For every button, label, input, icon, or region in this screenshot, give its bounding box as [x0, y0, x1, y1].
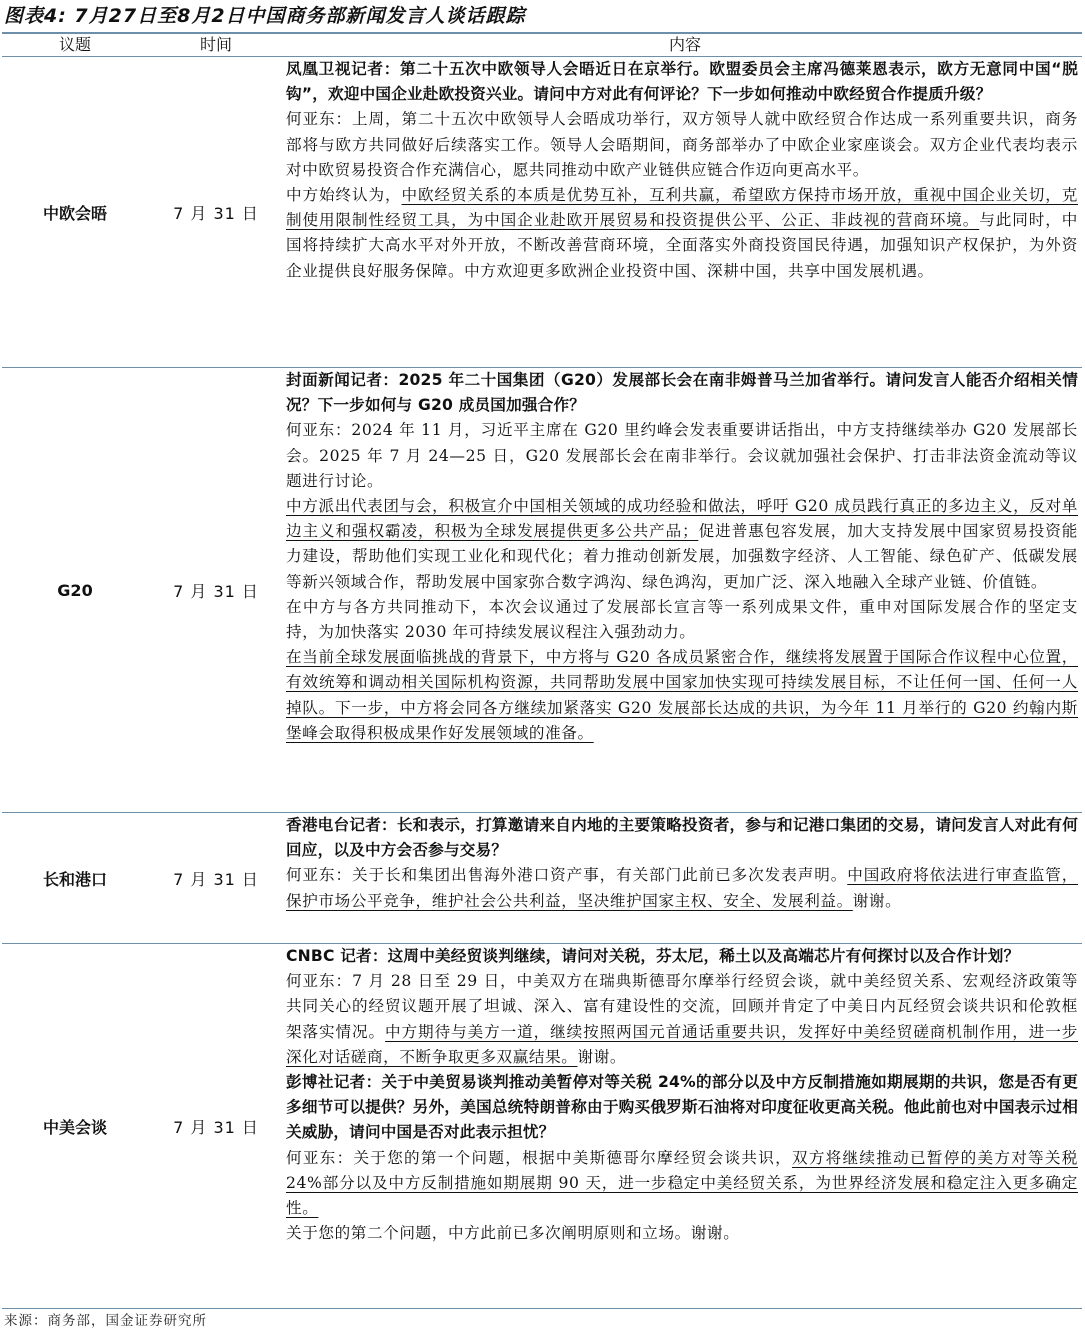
spokesperson-answer: 何亚东：关于长和集团出售海外港口资产事，有关部门此前已多次发表声明。 [286, 866, 848, 885]
date-cell: 7 月 31 日 [173, 581, 259, 601]
spokesperson-answer: 何亚东：上周，第二十五次中欧领导人会晤成功举行，双方领导人就中欧经贸合作达成一系列重要共识，商务部将与欧方共同做好后续落实工作。领导人会晤期间，商务部举办了中欧企业家座谈会。双方企业代表均表示对中欧贸易投资合作充满信心，愿共同推动中欧产业链供应链合作迈向更高水平。 [286, 110, 1078, 179]
source-note: 来源：商务部，国金证券研究所 [4, 1313, 207, 1329]
statement-table [2, 32, 1082, 1309]
underlined-emphasis: 中国政府将依法进行审查监管，保护市场公平竞争，维护社会公共利益，坚决维护国家主权、安全、发展利益。 [286, 866, 1078, 910]
figure-title: 图表4: 7月27日至8月2日中国商务部新闻发言人谈话跟踪 [4, 5, 526, 27]
underlined-emphasis: 中欧经贸关系的本质是优势互补，互利共赢，希望欧方保持市场开放，重视中国企业关切，克制使用限制性经贸工具，为中国企业赴欧开展贸易和投资提供公平、公正、非歧视的营商环境。 [286, 186, 1078, 230]
content-paragraph [286, 183, 1078, 284]
spokesperson-answer: 在中方与各方共同推动下，本次会议通过了发展部长宣言等一系列成果文件，重申对国际发展合作的坚定支持，为加快落实 2030 年可持续发展议程注入强劲动力。 [286, 597, 1078, 642]
spokesperson-answer: 何亚东：7 月 28 日至 29 日，中美双方在瑞典斯德哥尔摩举行经贸会谈，就中美经贸关系、宏观经济政策等共同关心的经贸议题开展了坦诚、深入、富有建设性的交流，回顾并肯定了中美日内瓦经贸会谈共识和伦敦框架落实情况。 [286, 972, 1078, 1041]
spokesperson-answer: 促进普惠包容发展，加大支持发展中国家贸易投资能力建设，帮助他们实现工业化和现代化；着力推动创新发展，加强数字经济、人工智能、绿色矿产、低碳发展等新兴领域合作，帮助发展中国家弥合数字鸿沟、绿色鸿沟，更加广泛、深入地融入全球产业链、价值链。 [286, 522, 1078, 591]
content-paragraph [286, 595, 1078, 645]
reporter-question: CNBC 记者：这周中美经贸谈判继续，请问对关税，芬太尼，稀土以及高端芯片有何探讨以及合作计划？ [286, 947, 1020, 965]
table-row [2, 813, 1082, 944]
content-paragraph [286, 944, 1078, 969]
spokesperson-answer: 与此同时，中国将持续扩大高水平对外开放，不断改善营商环境，全面落实外商投资国民待遇，加强知识产权保护，为外资企业提供良好服务保障。中方欢迎更多欧洲企业投资中国、深耕中国，共享中国发展机遇。 [286, 211, 1078, 280]
spokesperson-answer: 何亚东：关于您的第一个问题，根据中美斯德哥尔摩经贸会谈共识， [286, 1148, 792, 1167]
content-paragraph [286, 863, 1078, 913]
header-topic: 议题 [58, 35, 91, 54]
topic-cell: G20 [57, 580, 93, 600]
reporter-question: 香港电台记者：长和表示，打算邀请来自内地的主要策略投资者，参与和记港口集团的交易，请问发言人对此有何回应，以及中方会否参与交易？ [286, 816, 1078, 860]
table-row [2, 57, 1082, 368]
content-paragraph [286, 494, 1078, 595]
content-paragraph [286, 107, 1078, 183]
spokesperson-answer: 谢谢。 [852, 891, 902, 910]
content-cell [284, 813, 1082, 943]
spokesperson-answer: 关于您的第二个问题，中方此前已多次阐明原则和立场。谢谢。 [286, 1224, 740, 1243]
spokesperson-answer: 何亚东：2024 年 11 月，习近平主席在 G20 里约峰会发表重要讲话指出，中方支持继续举办 G20 发展部长会。2025 年 7 月 24—25 日，G20 发展部长会在南非举行。会议就加强社会保护、打击非法资金流动等议题进行讨论。 [286, 421, 1078, 490]
content-paragraph [286, 813, 1078, 863]
content-cell [284, 57, 1082, 367]
underlined-emphasis: 中方期待与美方一道，继续按照两国元首通话重要共识，发挥好中美经贸磋商机制作用，进一步深化对话磋商，不断争取更多双赢结果。 [286, 1022, 1078, 1066]
content-cell [284, 944, 1082, 1308]
table-row [2, 944, 1082, 1309]
topic-cell: 中欧会晤 [42, 203, 107, 223]
content-paragraph [286, 1221, 1078, 1246]
date-cell: 7 月 31 日 [173, 203, 259, 223]
content-paragraph [286, 1070, 1078, 1146]
date-cell: 7 月 31 日 [173, 869, 259, 889]
content-cell [284, 368, 1082, 812]
header-content: 内容 [668, 35, 701, 54]
table-body [2, 57, 1082, 1309]
spokesperson-answer: 中方始终认为， [286, 186, 402, 205]
underlined-emphasis: 中方派出代表团与会，积极宣介中国相关领域的成功经验和做法，呼吁 G20 成员践行真正的多边主义，反对单边主义和强权霸凌，积极为全球发展提供更多公共产品； [286, 497, 1078, 541]
spokesperson-answer: 谢谢。 [577, 1047, 627, 1066]
header-date: 时间 [199, 35, 232, 54]
topic-cell: 中美会谈 [42, 1117, 107, 1137]
underlined-emphasis: 双方将继续推动已暂停的美方对等关税 24%部分以及中方反制措施如期展期 90 天，进一步稳定中美经贸关系，为世界经济发展和稳定注入更多确定性。 [286, 1148, 1078, 1218]
date-cell: 7 月 31 日 [173, 1117, 259, 1137]
table-row [2, 368, 1082, 813]
content-paragraph [286, 645, 1078, 746]
underlined-emphasis: 在当前全球发展面临挑战的背景下，中方将与 G20 各成员紧密合作，继续将发展置于国际合作议程中心位置，有效统筹和调动相关国际机构资源，共同帮助发展中国家加快实现可持续发展目标，不让任何一国、任何一人掉队。下一步，中方将会同各方继续加紧落实 G20 发展部长达成的共识，为今年 11 月举行的 G20 约翰内斯堡峰会取得积极成果作好发展领域的准备。 [286, 648, 1078, 742]
topic-cell: 长和港口 [42, 869, 107, 889]
reporter-question: 封面新闻记者：2025 年二十国集团（G20）发展部长会在南非姆普马兰加省举行。请问发言人能否介绍相关情况？下一步如何与 G20 成员国加强合作？ [286, 371, 1078, 415]
table-header [2, 32, 1082, 57]
content-paragraph [286, 1146, 1078, 1222]
reporter-question: 彭博社记者：关于中美贸易谈判推动美暂停对等关税 24%的部分以及中方反制措施如期展期的共识，您是否有更多细节可以提供？另外，美国总统特朗普称由于购买俄罗斯石油将对印度征收更高关税。他此前也对中国表示过相关威胁，请问中国是否对此表示担忧？ [286, 1073, 1078, 1142]
content-paragraph [286, 368, 1078, 418]
reporter-question: 凤凰卫视记者：第二十五次中欧领导人会晤近日在京举行。欧盟委员会主席冯德莱恩表示，欧方无意同中国“脱钩”，欢迎中国企业赴欧投资兴业。请问中方对此有何评论？下一步如何推动中欧经贸合作提质升级？ [286, 60, 1078, 104]
content-paragraph [286, 57, 1078, 107]
content-paragraph [286, 418, 1078, 494]
content-paragraph [286, 969, 1078, 1070]
